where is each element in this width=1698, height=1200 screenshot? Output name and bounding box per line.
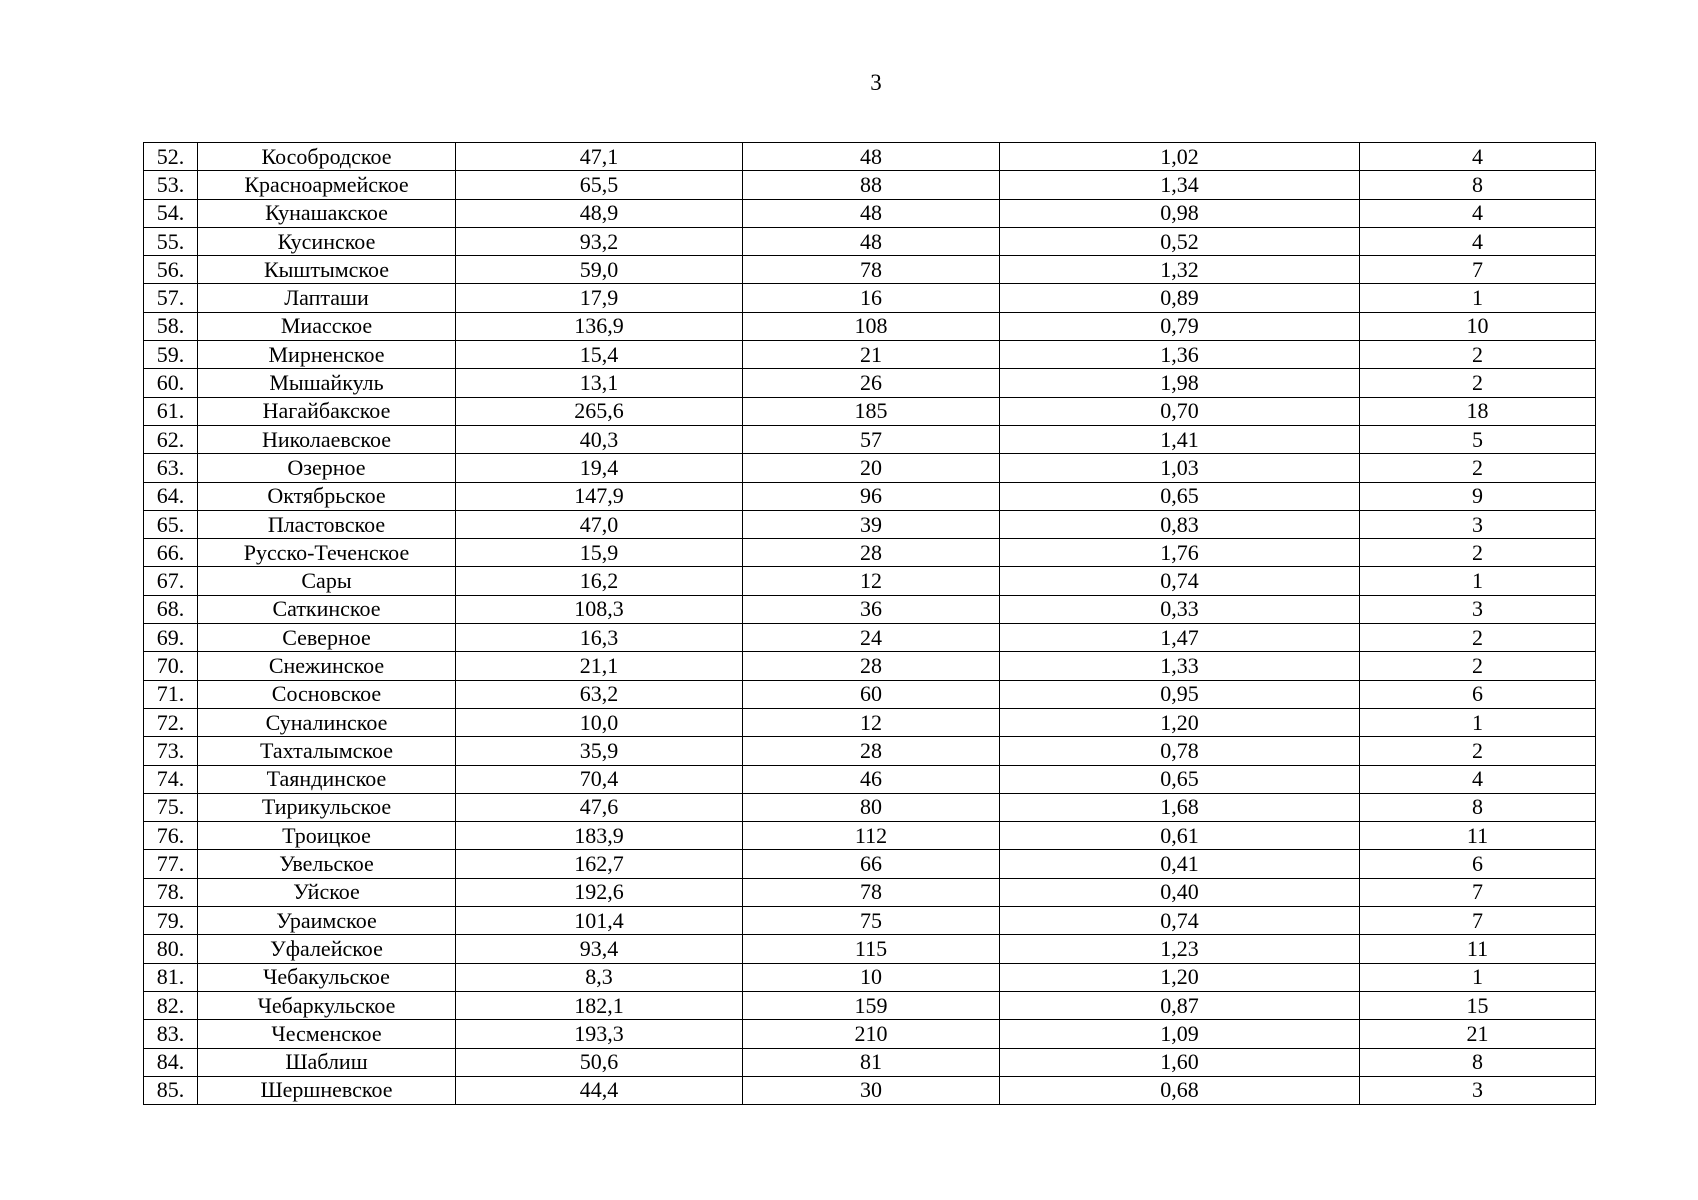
row-number-cell: 64. [144,482,198,510]
value-b-cell: 57 [743,425,1000,453]
row-number-cell: 61. [144,397,198,425]
row-number-cell: 70. [144,652,198,680]
value-d-cell: 4 [1360,227,1596,255]
value-d-cell: 3 [1360,510,1596,538]
name-cell: Красноармейское [198,171,456,199]
table-row [144,199,1596,227]
value-d-cell: 8 [1360,171,1596,199]
value-a-cell: 147,9 [456,482,743,510]
value-c-cell: 0,70 [1000,397,1360,425]
table-row [144,907,1596,935]
value-b-cell: 46 [743,765,1000,793]
row-number-cell: 63. [144,454,198,482]
value-c-cell: 0,74 [1000,567,1360,595]
value-d-cell: 3 [1360,595,1596,623]
name-cell: Шаблиш [198,1048,456,1076]
value-a-cell: 63,2 [456,680,743,708]
name-cell: Николаевское [198,425,456,453]
value-c-cell: 1,33 [1000,652,1360,680]
table-row [144,171,1596,199]
name-cell: Троицкое [198,822,456,850]
name-cell: Саткинское [198,595,456,623]
value-a-cell: 50,6 [456,1048,743,1076]
value-c-cell: 0,95 [1000,680,1360,708]
row-number-cell: 80. [144,935,198,963]
value-c-cell: 1,32 [1000,256,1360,284]
table-row [144,397,1596,425]
value-d-cell: 4 [1360,143,1596,171]
value-b-cell: 115 [743,935,1000,963]
value-c-cell: 1,09 [1000,1020,1360,1048]
value-a-cell: 108,3 [456,595,743,623]
value-b-cell: 78 [743,878,1000,906]
name-cell: Таяндинское [198,765,456,793]
value-b-cell: 75 [743,907,1000,935]
value-c-cell: 0,65 [1000,482,1360,510]
name-cell: Кособродское [198,143,456,171]
name-cell: Ураимское [198,907,456,935]
row-number-cell: 73. [144,737,198,765]
row-number-cell: 62. [144,425,198,453]
value-a-cell: 8,3 [456,963,743,991]
value-a-cell: 93,2 [456,227,743,255]
value-d-cell: 21 [1360,1020,1596,1048]
name-cell: Сосновское [198,680,456,708]
value-a-cell: 101,4 [456,907,743,935]
name-cell: Кусинское [198,227,456,255]
value-c-cell: 1,23 [1000,935,1360,963]
value-a-cell: 17,9 [456,284,743,312]
value-d-cell: 1 [1360,567,1596,595]
value-c-cell: 0,41 [1000,850,1360,878]
table-row [144,454,1596,482]
row-number-cell: 85. [144,1076,198,1104]
value-c-cell: 1,20 [1000,708,1360,736]
table-row [144,510,1596,538]
value-a-cell: 10,0 [456,708,743,736]
value-b-cell: 21 [743,341,1000,369]
value-b-cell: 48 [743,227,1000,255]
value-d-cell: 2 [1360,539,1596,567]
table-row [144,765,1596,793]
value-c-cell: 1,41 [1000,425,1360,453]
table-row [144,1020,1596,1048]
value-d-cell: 8 [1360,1048,1596,1076]
value-d-cell: 7 [1360,256,1596,284]
row-number-cell: 56. [144,256,198,284]
value-b-cell: 26 [743,369,1000,397]
value-b-cell: 48 [743,199,1000,227]
value-c-cell: 0,52 [1000,227,1360,255]
name-cell: Лапташи [198,284,456,312]
value-d-cell: 1 [1360,284,1596,312]
table-row [144,793,1596,821]
table-row [144,341,1596,369]
value-c-cell: 1,60 [1000,1048,1360,1076]
table-row [144,284,1596,312]
row-number-cell: 65. [144,510,198,538]
table-row [144,256,1596,284]
value-a-cell: 47,6 [456,793,743,821]
value-c-cell: 0,61 [1000,822,1360,850]
value-b-cell: 210 [743,1020,1000,1048]
name-cell: Шершневское [198,1076,456,1104]
value-b-cell: 48 [743,143,1000,171]
value-d-cell: 11 [1360,935,1596,963]
value-a-cell: 265,6 [456,397,743,425]
value-c-cell: 0,79 [1000,312,1360,340]
value-a-cell: 162,7 [456,850,743,878]
value-b-cell: 28 [743,737,1000,765]
value-d-cell: 3 [1360,1076,1596,1104]
table-row [144,822,1596,850]
value-d-cell: 6 [1360,850,1596,878]
value-c-cell: 1,47 [1000,624,1360,652]
table-row [144,312,1596,340]
name-cell: Озерное [198,454,456,482]
row-number-cell: 68. [144,595,198,623]
name-cell: Тирикульское [198,793,456,821]
value-a-cell: 47,0 [456,510,743,538]
value-d-cell: 11 [1360,822,1596,850]
name-cell: Уфалейское [198,935,456,963]
value-c-cell: 0,83 [1000,510,1360,538]
value-b-cell: 12 [743,708,1000,736]
value-a-cell: 16,3 [456,624,743,652]
table-row [144,680,1596,708]
page-number: 3 [870,70,882,95]
value-c-cell: 0,33 [1000,595,1360,623]
value-a-cell: 136,9 [456,312,743,340]
value-d-cell: 2 [1360,454,1596,482]
value-d-cell: 2 [1360,341,1596,369]
value-b-cell: 78 [743,256,1000,284]
value-b-cell: 80 [743,793,1000,821]
table-row [144,878,1596,906]
table-row [144,482,1596,510]
row-number-cell: 60. [144,369,198,397]
name-cell: Снежинское [198,652,456,680]
row-number-cell: 77. [144,850,198,878]
table-row [144,425,1596,453]
table-row [144,963,1596,991]
row-number-cell: 55. [144,227,198,255]
name-cell: Уйское [198,878,456,906]
value-d-cell: 10 [1360,312,1596,340]
name-cell: Кыштымское [198,256,456,284]
value-d-cell: 4 [1360,765,1596,793]
value-a-cell: 35,9 [456,737,743,765]
row-number-cell: 66. [144,539,198,567]
value-b-cell: 60 [743,680,1000,708]
name-cell: Чебаркульское [198,991,456,1019]
row-number-cell: 67. [144,567,198,595]
value-d-cell: 1 [1360,963,1596,991]
value-c-cell: 0,74 [1000,907,1360,935]
value-b-cell: 28 [743,539,1000,567]
name-cell: Миасское [198,312,456,340]
value-b-cell: 108 [743,312,1000,340]
value-b-cell: 10 [743,963,1000,991]
value-b-cell: 20 [743,454,1000,482]
name-cell: Северное [198,624,456,652]
row-number-cell: 71. [144,680,198,708]
value-b-cell: 39 [743,510,1000,538]
value-a-cell: 44,4 [456,1076,743,1104]
value-d-cell: 18 [1360,397,1596,425]
value-a-cell: 40,3 [456,425,743,453]
value-b-cell: 88 [743,171,1000,199]
row-number-cell: 76. [144,822,198,850]
name-cell: Чебакульское [198,963,456,991]
value-a-cell: 183,9 [456,822,743,850]
value-d-cell: 7 [1360,907,1596,935]
value-b-cell: 66 [743,850,1000,878]
row-number-cell: 52. [144,143,198,171]
row-number-cell: 53. [144,171,198,199]
value-c-cell: 1,76 [1000,539,1360,567]
name-cell: Кунашакское [198,199,456,227]
table-row [144,595,1596,623]
value-d-cell: 2 [1360,369,1596,397]
row-number-cell: 54. [144,199,198,227]
row-number-cell: 83. [144,1020,198,1048]
row-number-cell: 72. [144,708,198,736]
data-table [143,142,1596,1105]
value-b-cell: 16 [743,284,1000,312]
value-d-cell: 9 [1360,482,1596,510]
value-c-cell: 0,65 [1000,765,1360,793]
table-row [144,850,1596,878]
value-a-cell: 15,4 [456,341,743,369]
value-a-cell: 65,5 [456,171,743,199]
value-a-cell: 193,3 [456,1020,743,1048]
row-number-cell: 74. [144,765,198,793]
value-c-cell: 0,40 [1000,878,1360,906]
table-body [144,143,1596,1105]
value-a-cell: 182,1 [456,991,743,1019]
value-d-cell: 2 [1360,652,1596,680]
row-number-cell: 82. [144,991,198,1019]
value-c-cell: 0,89 [1000,284,1360,312]
table-row [144,935,1596,963]
row-number-cell: 79. [144,907,198,935]
value-c-cell: 0,78 [1000,737,1360,765]
value-b-cell: 36 [743,595,1000,623]
value-b-cell: 96 [743,482,1000,510]
value-d-cell: 5 [1360,425,1596,453]
row-number-cell: 75. [144,793,198,821]
value-a-cell: 15,9 [456,539,743,567]
value-b-cell: 81 [743,1048,1000,1076]
value-c-cell: 0,87 [1000,991,1360,1019]
value-b-cell: 185 [743,397,1000,425]
value-a-cell: 13,1 [456,369,743,397]
value-d-cell: 2 [1360,737,1596,765]
value-a-cell: 16,2 [456,567,743,595]
value-c-cell: 0,68 [1000,1076,1360,1104]
value-d-cell: 4 [1360,199,1596,227]
value-d-cell: 15 [1360,991,1596,1019]
table-row [144,369,1596,397]
value-d-cell: 8 [1360,793,1596,821]
value-b-cell: 112 [743,822,1000,850]
row-number-cell: 57. [144,284,198,312]
row-number-cell: 81. [144,963,198,991]
name-cell: Мышайкуль [198,369,456,397]
value-d-cell: 1 [1360,708,1596,736]
value-d-cell: 6 [1360,680,1596,708]
row-number-cell: 59. [144,341,198,369]
value-c-cell: 1,68 [1000,793,1360,821]
table-row [144,624,1596,652]
table-row [144,227,1596,255]
name-cell: Сары [198,567,456,595]
table-row [144,652,1596,680]
value-b-cell: 159 [743,991,1000,1019]
name-cell: Мирненское [198,341,456,369]
value-b-cell: 30 [743,1076,1000,1104]
name-cell: Пластовское [198,510,456,538]
value-a-cell: 19,4 [456,454,743,482]
value-a-cell: 70,4 [456,765,743,793]
row-number-cell: 69. [144,624,198,652]
value-b-cell: 24 [743,624,1000,652]
value-a-cell: 47,1 [456,143,743,171]
value-a-cell: 93,4 [456,935,743,963]
value-c-cell: 1,34 [1000,171,1360,199]
table-row [144,143,1596,171]
value-c-cell: 1,20 [1000,963,1360,991]
value-a-cell: 48,9 [456,199,743,227]
name-cell: Нагайбакское [198,397,456,425]
table-row [144,1048,1596,1076]
value-b-cell: 12 [743,567,1000,595]
name-cell: Русско-Теченское [198,539,456,567]
table-row [144,539,1596,567]
value-b-cell: 28 [743,652,1000,680]
value-a-cell: 59,0 [456,256,743,284]
row-number-cell: 58. [144,312,198,340]
name-cell: Тахталымское [198,737,456,765]
row-number-cell: 78. [144,878,198,906]
name-cell: Чесменское [198,1020,456,1048]
value-a-cell: 192,6 [456,878,743,906]
name-cell: Увельское [198,850,456,878]
value-d-cell: 7 [1360,878,1596,906]
row-number-cell: 84. [144,1048,198,1076]
table-row [144,1076,1596,1104]
name-cell: Суналинское [198,708,456,736]
value-d-cell: 2 [1360,624,1596,652]
value-c-cell: 1,03 [1000,454,1360,482]
name-cell: Октябрьское [198,482,456,510]
table-row [144,708,1596,736]
value-c-cell: 1,36 [1000,341,1360,369]
value-c-cell: 0,98 [1000,199,1360,227]
table-row [144,567,1596,595]
table-row [144,737,1596,765]
value-c-cell: 1,98 [1000,369,1360,397]
value-a-cell: 21,1 [456,652,743,680]
table-row [144,991,1596,1019]
value-c-cell: 1,02 [1000,143,1360,171]
